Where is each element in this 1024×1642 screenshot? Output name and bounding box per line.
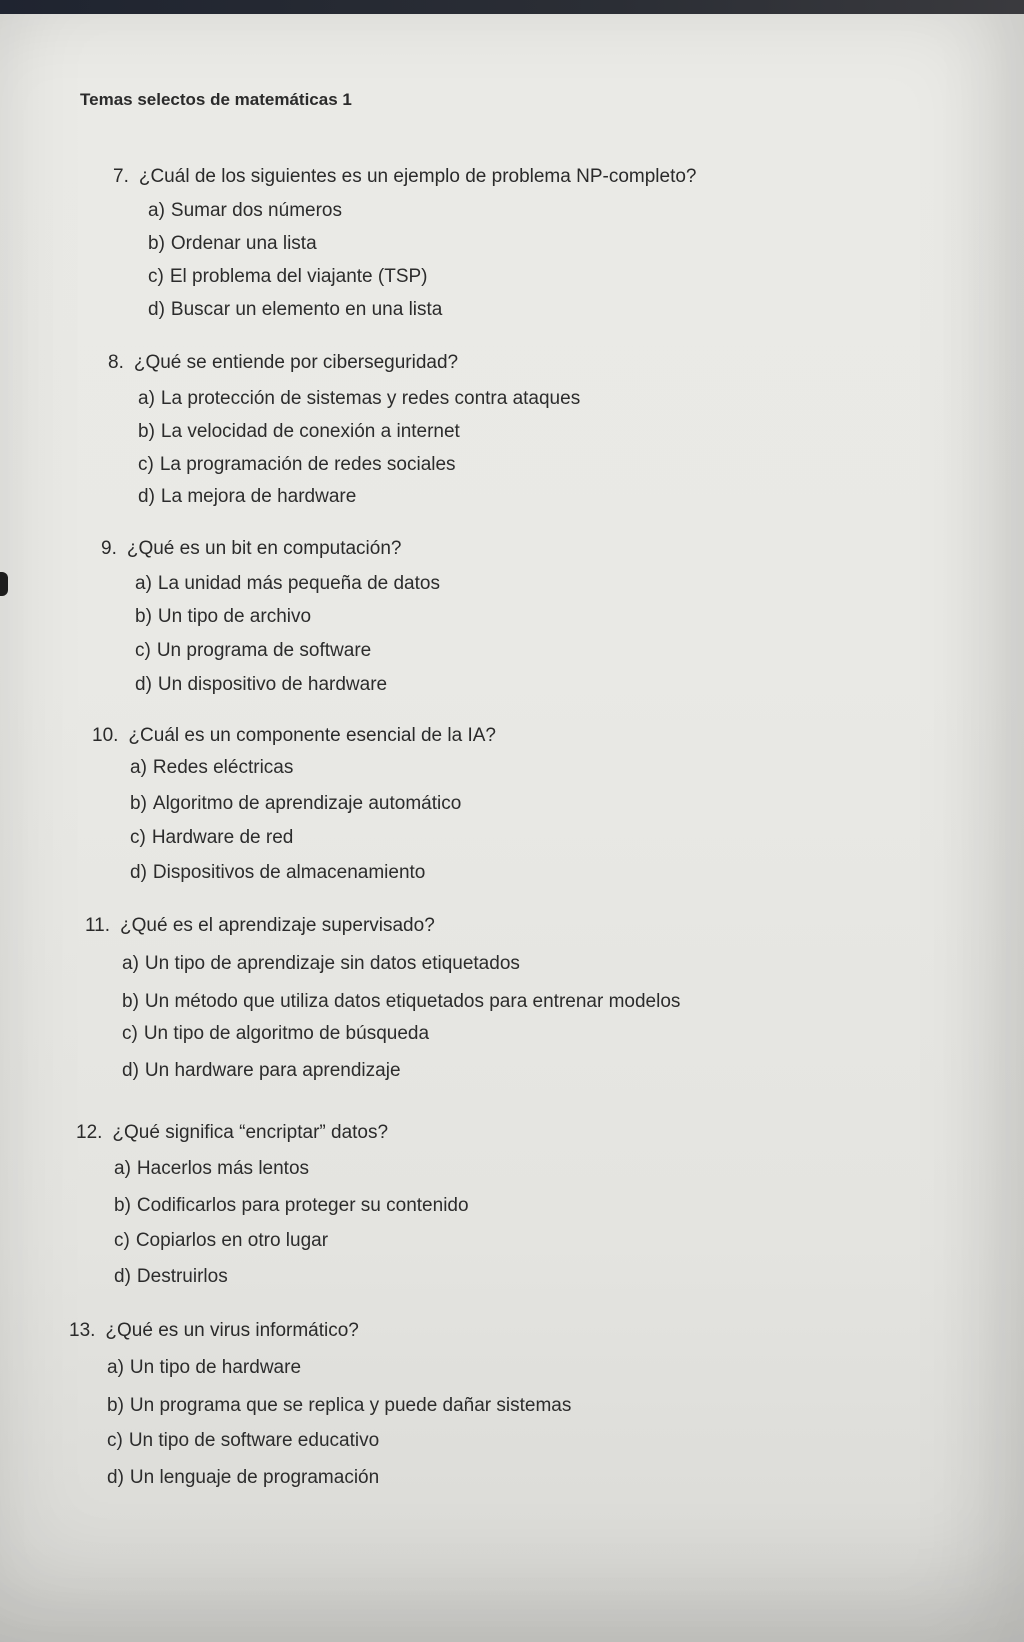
option-letter: d) [107,1467,124,1488]
option-letter: b) [107,1395,124,1416]
option-letter: c) [135,640,151,661]
option-11c [122,1023,429,1045]
option-11b [122,991,680,1013]
option-text: La protección de sistemas y redes contra ataques [160,388,581,409]
option-letter: a) [135,573,152,594]
option-10a [130,757,293,779]
option-letter: b) [135,606,152,627]
option-text: Algoritmo de aprendizaje automático [152,793,462,814]
question-text: ¿Qué es el aprendizaje supervisado? [120,915,435,936]
option-letter: a) [122,953,139,974]
option-9d [135,674,387,696]
option-text: Dispositivos de almacenamiento [152,862,426,883]
option-text: Copiarlos en otro lugar [135,1230,329,1251]
option-8c [138,454,456,476]
option-text: El problema del viajante (TSP) [169,266,428,287]
question-text: ¿Qué es un virus informático? [105,1320,359,1341]
option-text: Un programa de software [156,640,372,661]
option-8b [138,421,460,443]
option-13a [107,1357,301,1379]
option-13c [107,1430,379,1452]
option-letter: b) [130,793,147,814]
option-text: La programación de redes sociales [159,454,456,475]
question-13 [69,1320,359,1342]
option-text: Redes eléctricas [152,757,294,778]
option-letter: d) [122,1060,139,1081]
option-11d [122,1060,401,1082]
option-text: Hacerlos más lentos [136,1158,310,1179]
option-text: Hardware de red [151,827,294,848]
option-letter: c) [107,1430,123,1451]
option-letter: b) [114,1195,131,1216]
option-text: Ordenar una lista [170,233,317,254]
option-letter: a) [138,388,155,409]
question-number: 7. [113,166,129,187]
option-7c [148,266,428,288]
option-letter: d) [130,862,147,883]
question-10 [92,725,496,747]
option-10d [130,862,425,884]
question-text: ¿Qué se entiende por ciberseguridad? [133,352,459,373]
question-text: ¿Cuál de los siguientes es un ejemplo de problema NP-completo? [138,166,697,187]
question-8 [108,352,458,374]
question-number: 10. [92,725,119,746]
option-letter: a) [148,200,165,221]
option-text: Un método que utiliza datos etiquetados para entrenar modelos [144,991,681,1012]
option-13d [107,1467,379,1489]
option-letter: b) [148,233,165,254]
option-letter: b) [122,991,139,1012]
option-text: Un hardware para aprendizaje [144,1060,401,1081]
option-text: La unidad más pequeña de datos [157,573,440,594]
question-7 [113,166,697,188]
option-text: Un tipo de hardware [129,1357,302,1378]
option-letter: c) [130,827,146,848]
question-text: ¿Cuál es un componente esencial de la IA? [128,725,496,746]
option-8a [138,388,580,410]
option-text: Un tipo de archivo [157,606,312,627]
option-letter: a) [114,1158,131,1179]
page-title: Temas selectos de matemáticas 1 [80,90,352,109]
question-12 [76,1122,388,1144]
option-letter: d) [135,674,152,695]
option-12c [114,1230,328,1252]
option-7d [148,299,442,321]
option-letter: b) [138,421,155,442]
option-letter: d) [138,486,155,507]
option-8d [138,486,356,508]
option-letter: c) [122,1023,138,1044]
option-letter: d) [114,1266,131,1287]
option-letter: d) [148,299,165,320]
question-number: 8. [108,352,124,373]
question-11 [85,915,435,937]
question-number: 11. [85,915,111,936]
question-text: ¿Qué es un bit en computación? [126,538,402,559]
option-9a [135,573,440,595]
question-9 [101,538,401,560]
option-text: Un tipo de algoritmo de búsqueda [143,1023,430,1044]
option-text: Un tipo de software educativo [128,1430,380,1451]
question-number: 13. [69,1320,96,1341]
question-number: 9. [101,538,117,559]
option-text: Sumar dos números [170,200,342,221]
option-7a [148,200,342,222]
option-text: Un tipo de aprendizaje sin datos etiquetados [144,953,520,974]
option-9c [135,640,371,662]
option-13b [107,1395,571,1417]
option-text: La velocidad de conexión a internet [160,421,460,442]
option-text: Codificarlos para proteger su contenido [136,1195,469,1216]
option-9b [135,606,311,628]
option-text: Un lenguaje de programación [129,1467,380,1488]
option-10c [130,827,293,849]
question-number: 12. [76,1122,103,1143]
option-7b [148,233,317,255]
option-text: Un dispositivo de hardware [157,674,388,695]
option-10b [130,793,461,815]
option-letter: c) [148,266,164,287]
option-text: Buscar un elemento en una lista [170,299,443,320]
option-12b [114,1195,469,1217]
option-12a [114,1158,309,1180]
option-text: Destruirlos [136,1266,228,1287]
binder-hole-mark [0,572,8,596]
option-12d [114,1266,228,1288]
option-letter: c) [138,454,154,475]
option-letter: a) [107,1357,124,1378]
question-text: ¿Qué significa “encriptar” datos? [112,1122,389,1143]
option-letter: a) [130,757,147,778]
option-11a [122,953,520,975]
option-letter: c) [114,1230,130,1251]
option-text: Un programa que se replica y puede dañar sistemas [129,1395,572,1416]
option-text: La mejora de hardware [160,486,357,507]
